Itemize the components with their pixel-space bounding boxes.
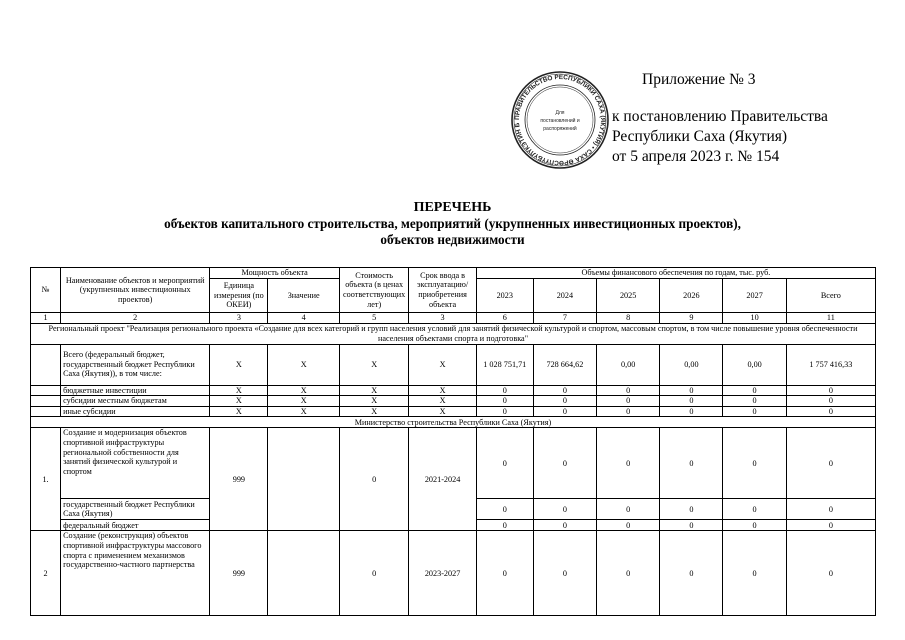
title-heading: ПЕРЕЧЕНЬ <box>413 200 492 215</box>
header-2023: 2023 <box>476 279 533 313</box>
table-row: бюджетные инвестиции X X X X 0 0 0 0 0 0 <box>31 385 876 396</box>
table-row: 1. Создание и модернизация объектов спортивной инфраструктуры региональной собственности для занятий физической культурой и спортом 999 0 2021-2024 0 0 0 0 0 0 <box>31 428 876 499</box>
appendix-header <box>612 70 828 167</box>
objects-table <box>30 267 876 616</box>
row-name: Создание и модернизация объектов спортивной инфраструктуры региональной собственности для занятий физической культурой и спортом <box>61 428 210 499</box>
appendix-republic: Республики Саха (Якутия) <box>612 128 788 145</box>
row-name: федеральный бюджет <box>61 520 210 531</box>
row-number: 2 <box>31 531 61 616</box>
row-name: бюджетные инвестиции <box>61 385 210 396</box>
header-2024: 2024 <box>533 279 596 313</box>
header-2027: 2027 <box>723 279 786 313</box>
column-number: 7 <box>533 313 596 324</box>
svg-text:распоряжений: распоряжений <box>543 126 577 132</box>
official-seal <box>510 70 610 170</box>
column-number: 10 <box>723 313 786 324</box>
svg-text:ПРАВИТЕЛЬСТВО РЕСПУБЛИКИ САХА: ПРАВИТЕЛЬСТВО РЕСПУБЛИКИ САХА (ЯКУТИЯ) • САХА ӨРӨСПҮҮБҮЛҮКЭТИН Б <box>513 73 607 167</box>
appendix-date: от 5 апреля 2023 г. № 154 <box>612 148 780 165</box>
table-row: 2 Создание (реконструкция) объектов спортивной инфраструктуры массового спорта с применением механизмов государственно-частного партнерства 999 0 2023-2027 0 0 0 0 0 0 <box>31 531 876 616</box>
header-name: Наименование объектов и мероприятий (укрупненных инвестиционных проектов) <box>61 268 210 313</box>
table-row: субсидии местным бюджетам X X X X 0 0 0 0 0 0 <box>31 396 876 407</box>
column-number: 2 <box>61 313 210 324</box>
title-subtitle-2: объектов недвижимости <box>380 232 525 247</box>
column-number: 4 <box>268 313 340 324</box>
header-value: Значение <box>268 279 340 313</box>
column-number: 6 <box>476 313 533 324</box>
column-number: 3 <box>409 313 476 324</box>
document-title <box>0 200 905 248</box>
table-row: иные субсидии X X X X 0 0 0 0 0 0 <box>31 406 876 417</box>
appendix-resolution: к постановлению Правительства <box>612 108 828 125</box>
column-numbers-row <box>31 313 876 324</box>
title-subtitle: объектов капитального строительства, мероприятий (укрупненных инвестиционных проектов), <box>164 216 741 231</box>
column-number: 1 <box>31 313 61 324</box>
header-capacity: Мощность объекта <box>210 268 340 279</box>
header-cost: Стоимость объекта (в ценах соответствующих лет) <box>339 268 408 313</box>
column-number: 3 <box>210 313 268 324</box>
column-number: 9 <box>660 313 723 324</box>
header-unit: Единица измерения (по ОКЕИ) <box>210 279 268 313</box>
table-row: государственный бюджет Республики Саха (Якутия) 0 0 0 0 0 0 <box>31 499 876 520</box>
row-name: иные субсидии <box>61 406 210 417</box>
row-name: субсидии местным бюджетам <box>61 396 210 407</box>
row-number: 1. <box>31 428 61 531</box>
svg-text:постановлений и: постановлений и <box>540 118 580 124</box>
row-name: Создание (реконструкция) объектов спортивной инфраструктуры массового спорта с применением механизмов государственно-частного партнерства <box>61 531 210 616</box>
header-no: № <box>31 268 61 313</box>
svg-text:Для: Для <box>555 110 565 116</box>
header-total: Всего <box>786 279 875 313</box>
header-2025: 2025 <box>597 279 660 313</box>
header-term: Срок ввода в эксплуатацию/ приобретения объекта <box>409 268 476 313</box>
row-name: государственный бюджет Республики Саха (Якутия) <box>61 499 210 520</box>
table-row: Всего (федеральный бюджет, государственный бюджет Республики Саха (Якутия)), в том числе: X X X X 1 028 751,71 728 664,62 0,00 0,00 0,00 1 757 416,33 <box>31 344 876 385</box>
regional-project-row: Региональный проект "Реализация регионального проекта «Создание для всех категорий и групп населения условий для занятий физической культурой и спортом, массовым спортом, в том числе повышение уровня обеспеченности населения объектами спорта и подготовка" <box>31 323 876 344</box>
column-number: 5 <box>339 313 408 324</box>
table-row: федеральный бюджет 0 0 0 0 0 0 <box>31 520 876 531</box>
ministry-row: Министерство строительства Республики Саха (Якутия) <box>31 417 876 428</box>
column-number: 8 <box>597 313 660 324</box>
header-funding: Объемы финансового обеспечения по годам, тыс. руб. <box>476 268 875 279</box>
row-name: Всего (федеральный бюджет, государственный бюджет Республики Саха (Якутия)), в том числе: <box>61 344 210 385</box>
header-2026: 2026 <box>660 279 723 313</box>
appendix-number: Приложение № 3 <box>642 71 756 88</box>
column-number: 11 <box>786 313 875 324</box>
